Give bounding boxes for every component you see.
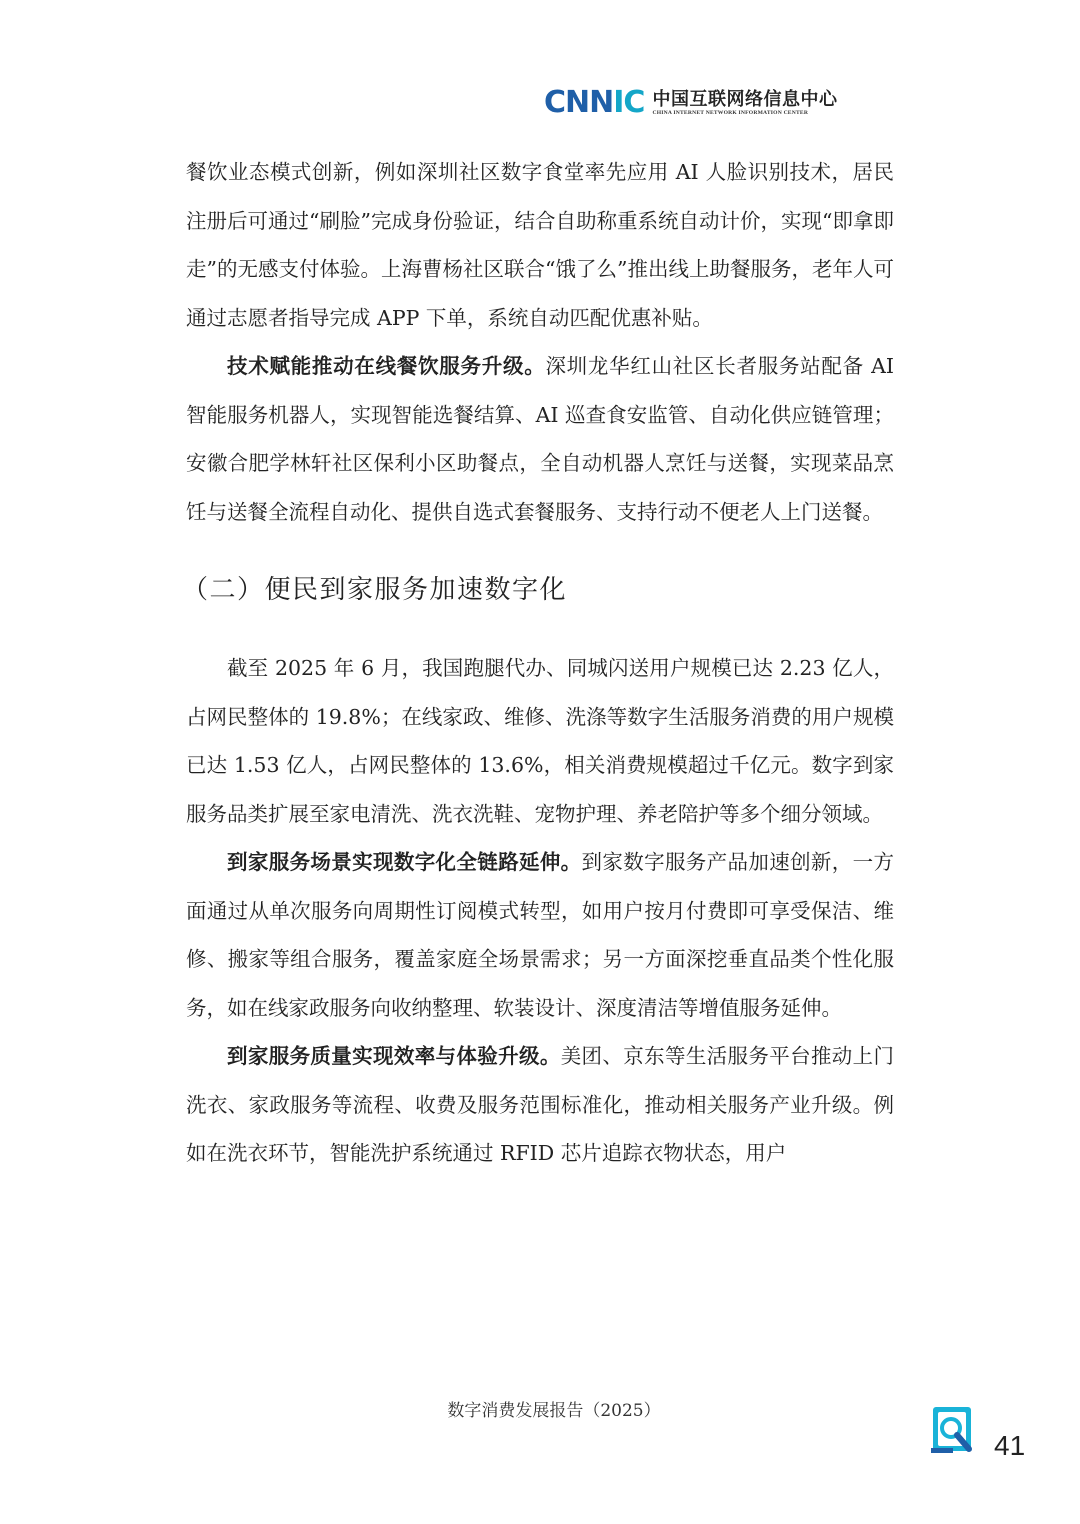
- paragraph-service-scenarios: [186, 838, 894, 1032]
- org-name-en: CHINA INTERNET NETWORK INFORMATION CENTER: [652, 109, 809, 116]
- paragraph-user-scale: 截至 2025 年 6 月，我国跑腿代办、同城闪送用户规模已达 2.23 亿人，占网民整体的 19.8%；在线家政、维修、洗涤等数字生活服务消费的用户规模已达 1.53 亿人，占网民整体的 13.6%，相关消费规模超过千亿元。数字到家服务品类扩展至家电清洗、洗衣洗鞋、宠物护理、养老陪护等多个细分领域。: [186, 656, 894, 826]
- paragraph-service-quality: [186, 1032, 894, 1178]
- paragraph-body-tech: 深圳龙华红山社区长者服务站配备 AI 智能服务机器人，实现智能选餐结算、AI 巡查食安监管、自动化供应链管理；安徽合肥学林轩社区保利小区助餐点，全自动机器人烹饪与送餐，实现菜品烹饪与送餐全流程自动化、提供自选式套餐服务、支持行动不便老人上门送餐。: [186, 354, 895, 524]
- paragraph-lead-quality: 到家服务质量实现效率与体验升级。: [227, 1044, 561, 1068]
- cnnic-letters-mark: [544, 86, 644, 120]
- paragraph-lead-scenarios: 到家服务场景实现数字化全链路延伸。: [227, 850, 582, 874]
- magnifier-report-icon: [929, 1404, 979, 1456]
- section-heading: （二）便民到家服务加速数字化: [182, 575, 568, 605]
- paragraph-lead-tech: 技术赋能推动在线餐饮服务升级。: [227, 354, 546, 378]
- paragraph-body-scenarios: 到家数字服务产品加速创新，一方面通过从单次服务向周期性订阅模式转型，如用户按月付费即可享受保洁、维修、搬家等组合服务，覆盖家庭全场景需求；另一方面深挖垂直品类个性化服务，如在线家政服务向收纳整理、软装设计、深度清洁等增值服务延伸。: [186, 850, 894, 1020]
- paragraph-tech-empowerment: [186, 342, 894, 536]
- footer-report-title: 数字消费发展报告（2025）: [447, 1401, 661, 1421]
- paragraph-body-quality: 美团、京东等生活服务平台推动上门洗衣、家政服务等流程、收费及服务范围标准化，推动相关服务产业升级。例如在洗衣环节，智能洗护系统通过 RFID 芯片追踪衣物状态，用户: [186, 1044, 895, 1165]
- page-number: 41: [994, 1430, 1026, 1461]
- document-body: [182, 148, 895, 1178]
- cnnic-logo: [544, 86, 894, 120]
- org-name: [652, 90, 837, 117]
- org-name-cn: 中国互联网络信息中心: [652, 88, 838, 110]
- cnnic-letters: CNNIC: [544, 85, 645, 120]
- paragraph-dining-innovation: 餐饮业态模式创新，例如深圳社区数字食堂率先应用 AI 人脸识别技术，居民注册后可通过“刷脸”完成身份验证，结合自助称重系统自动计价，实现“即拿即走”的无感支付体验。上海曹杨社区联合“饿了么”推出线上助餐服务，老年人可通过志愿者指导完成 APP 下单，系统自动匹配优惠补贴。: [186, 160, 894, 330]
